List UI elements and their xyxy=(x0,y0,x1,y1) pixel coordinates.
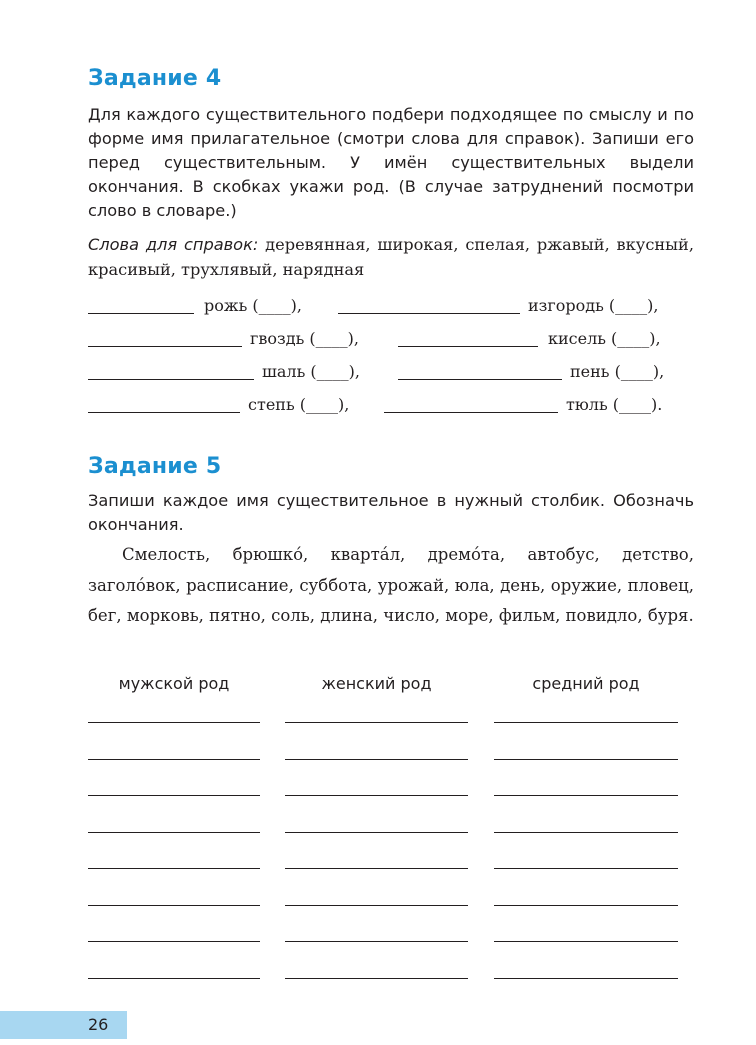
noun-item: тюль (____). xyxy=(566,395,663,414)
noun-item: рожь (____), xyxy=(204,296,302,315)
answer-line[interactable] xyxy=(494,905,678,906)
noun-item: пень (____), xyxy=(570,362,665,381)
answer-line[interactable] xyxy=(494,722,678,723)
task-4-instructions: Для каждого существительного подбери подходящее по смыслу и по форме имя прилагательное (смотри слова для справок). Запиши его перед существительным. У имён существительных выдели окончания. В скобках укажи род. (В случае затруднений посмотри слово в словаре.) xyxy=(88,105,694,220)
answer-line[interactable] xyxy=(285,759,468,760)
answer-line[interactable] xyxy=(494,795,678,796)
answer-line[interactable] xyxy=(285,868,468,869)
answer-line[interactable] xyxy=(384,412,558,413)
task-4-row xyxy=(88,395,694,421)
noun-item: кисель (____), xyxy=(548,329,661,348)
answer-line[interactable] xyxy=(88,313,194,314)
reference-words-list: деревянная, широкая, спелая, ржавый, вкусный, красивый, трухлявый, нарядная xyxy=(88,235,694,279)
task-4-row xyxy=(88,362,694,388)
page-number-tab xyxy=(0,1011,127,1039)
answer-line[interactable] xyxy=(285,832,468,833)
answer-line[interactable] xyxy=(494,759,678,760)
answer-line[interactable] xyxy=(494,941,678,942)
answer-line[interactable] xyxy=(285,941,468,942)
reference-words-label: Слова для справок: xyxy=(88,235,259,254)
task-4-row xyxy=(88,329,694,355)
answer-line[interactable] xyxy=(398,379,562,380)
answer-line[interactable] xyxy=(88,795,260,796)
column-header-neuter: средний род xyxy=(532,674,640,693)
answer-line[interactable] xyxy=(338,313,520,314)
answer-line[interactable] xyxy=(88,941,260,942)
answer-line[interactable] xyxy=(88,722,260,723)
answer-line[interactable] xyxy=(285,905,468,906)
task-4-row xyxy=(88,296,694,322)
page-number: 26 xyxy=(88,1015,109,1034)
answer-line[interactable] xyxy=(88,905,260,906)
column-header-masculine: мужской род xyxy=(118,674,230,693)
noun-item: степь (____), xyxy=(248,395,350,414)
answer-line[interactable] xyxy=(88,759,260,760)
answer-line[interactable] xyxy=(285,722,468,723)
task-5-word-list: Смелость, брюшко́, квартáл, дремóта, автобус, детство, заголóвок, расписание, суббота, урожай, юла, день, оружие, пловец, бег, морковь, пятно, соль, длина, число, море, фильм, повидло, буря. xyxy=(88,545,694,625)
task-5-instructions: Запиши каждое имя существительное в нужный столбик. Обозначь окончания. xyxy=(88,491,694,534)
reference-words xyxy=(88,232,694,282)
noun-item: изгородь (____), xyxy=(528,296,659,315)
column-header-feminine: женский род xyxy=(321,674,432,693)
task-5-title: Задание 5 xyxy=(88,454,222,479)
answer-line[interactable] xyxy=(88,346,242,347)
noun-item: шаль (____), xyxy=(262,362,360,381)
answer-line[interactable] xyxy=(494,868,678,869)
answer-line[interactable] xyxy=(494,978,678,979)
answer-line[interactable] xyxy=(88,379,254,380)
task-4-title: Задание 4 xyxy=(88,66,222,91)
answer-line[interactable] xyxy=(285,978,468,979)
answer-line[interactable] xyxy=(88,868,260,869)
answer-line[interactable] xyxy=(88,832,260,833)
answer-line[interactable] xyxy=(494,832,678,833)
noun-item: гвоздь (____), xyxy=(250,329,359,348)
answer-line[interactable] xyxy=(88,412,240,413)
answer-line[interactable] xyxy=(285,795,468,796)
answer-line[interactable] xyxy=(398,346,538,347)
answer-line[interactable] xyxy=(88,978,260,979)
